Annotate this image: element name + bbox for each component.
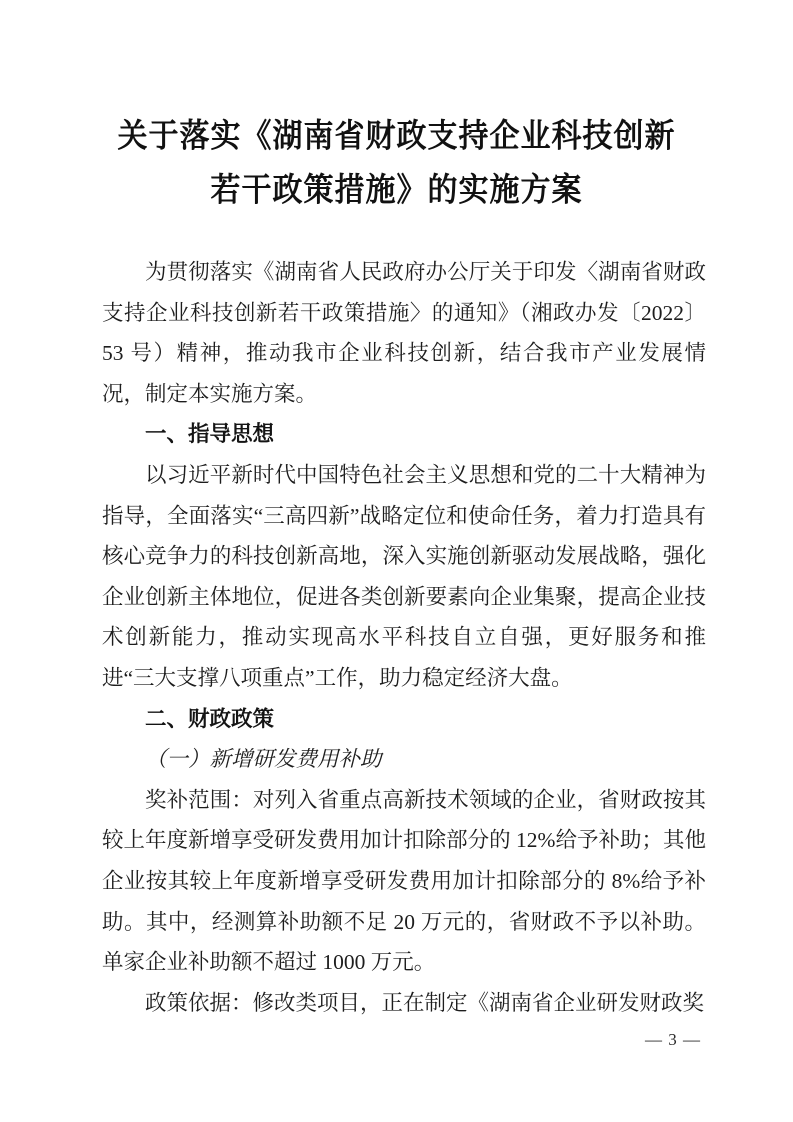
- paragraph: 政策依据：修改类项目，正在制定《湖南省企业研发财政奖: [145, 990, 705, 1015]
- section-heading: 一、指导思想: [145, 422, 275, 447]
- document-title: [0, 110, 793, 218]
- document-title-line-1: 关于落实《湖南省财政支持企业科技创新: [117, 118, 676, 155]
- document-body: [102, 252, 706, 1023]
- section-heading: 二、财政政策: [145, 706, 275, 731]
- paragraph: 以习近平新时代中国特色社会主义思想和党的二十大精神为指导，全面落实“三高四新”战略定位和使命任务，着力打造具有核心竞争力的科技创新高地，深入实施创新驱动发展战略，强化企业创新主体地位，促进各类创新要素向企业集聚，提高企业技术创新能力，推动实现高水平科技自立自强，更好服务和推进“三大支撑八项重点”工作，助力稳定经济大盘。: [102, 462, 706, 690]
- page-number: — 3 —: [645, 1030, 701, 1049]
- document-title-line-2: 若干政策措施》的实施方案: [210, 172, 583, 209]
- section-heading: （一）新增研发费用补助: [145, 747, 382, 772]
- paragraph: 为贯彻落实《湖南省人民政府办公厅关于印发〈湖南省财政支持企业科技创新若干政策措施〉的通知》（湘政办发〔2022〕53 号）精神，推动我市企业科技创新，结合我市产业发展情况，制定本实施方案。: [102, 260, 706, 406]
- paragraph: 奖补范围：对列入省重点高新技术领域的企业，省财政按其较上年度新增享受研发费用加计扣除部分的 12%给予补助；其他企业按其较上年度新增享受研发费用加计扣除部分的 8%给予补助。其中，经测算补助额不足 20 万元的，省财政不予以补助。单家企业补助额不超过 1000 万元。: [102, 787, 706, 975]
